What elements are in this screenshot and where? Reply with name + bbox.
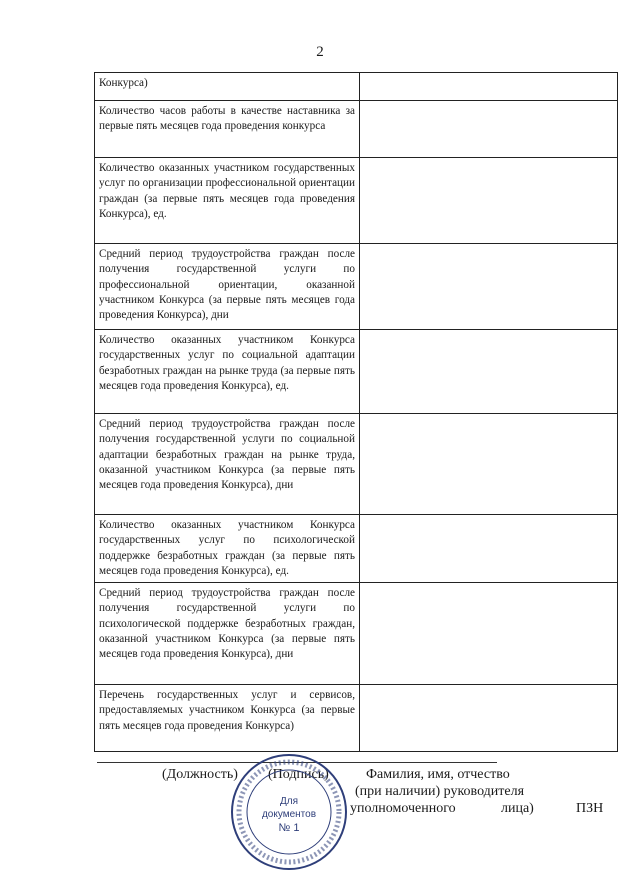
row-value-field[interactable] <box>360 685 618 752</box>
page-number: 2 <box>316 44 324 60</box>
row-label: Перечень государственных услуг и сервисов, предоставляемых участником Конкурса (за первые пять месяцев года проведения Конкурса) <box>95 685 360 752</box>
trailing-text: ПЗН <box>576 801 604 816</box>
row-value-field[interactable] <box>360 583 618 685</box>
row-value-field[interactable] <box>360 515 618 583</box>
row-label: Средний период трудоустройства граждан после получения государственной услуги по социальной адаптации безработных граждан на рынке труда, оказанной участником Конкурса (за первые пять месяцев года проведения Конкурса), дни <box>95 414 360 515</box>
table-row <box>95 414 618 515</box>
stamp-seal <box>229 752 349 872</box>
row-label: Количество оказанных участником государственных услуг по организации профессиональной ориентации граждан (за первые пять месяцев года проведения Конкурса), ед. <box>95 158 360 244</box>
row-value-field[interactable] <box>360 414 618 515</box>
row-value-field[interactable] <box>360 73 618 101</box>
row-value-field[interactable] <box>360 101 618 158</box>
table-row <box>95 244 618 330</box>
table-row <box>95 158 618 244</box>
row-value-field[interactable] <box>360 244 618 330</box>
position-label: (Должность) <box>162 767 238 782</box>
row-label: Средний период трудоустройства граждан после получения государственной услуги по профессиональной ориентации, оказанной участником Конкурса (за первые пять месяцев года проведения Конкурса), дни <box>95 244 360 330</box>
row-value-field[interactable] <box>360 330 618 414</box>
row-label: Количество оказанных участником Конкурса государственных услуг по психологической поддержке безработных граждан (за первые пять месяцев года проведения Конкурса), ед. <box>95 515 360 583</box>
row-label: Конкурса) <box>95 73 360 101</box>
row-label: Количество часов работы в качестве наставника за первые пять месяцев года проведения конкурса <box>95 101 360 158</box>
signature-label: (Подпись) <box>268 767 329 782</box>
indicators-table <box>94 72 618 752</box>
table-row <box>95 685 618 752</box>
row-label: Средний период трудоустройства граждан после получения государственной услуги по психологической поддержке безработных граждан, оказанной участником Конкурса (за первые пять месяцев года проведения Конкурса), дни <box>95 583 360 685</box>
name-label-line3a: уполномоченного <box>350 801 456 816</box>
name-label-line1: Фамилия, имя, отчество <box>366 767 510 782</box>
stamp-text-line3: № 1 <box>278 822 300 834</box>
row-value-field[interactable] <box>360 158 618 244</box>
table-row <box>95 583 618 685</box>
name-label-line2: (при наличии) руководителя <box>355 784 525 799</box>
name-label-line3b: лица) <box>501 801 534 816</box>
table-row <box>95 73 618 101</box>
stamp-text-line1: Для <box>279 796 299 807</box>
table-row <box>95 515 618 583</box>
stamp-text-line2: документов <box>261 809 317 820</box>
table-row <box>95 330 618 414</box>
row-label: Количество оказанных участником Конкурса государственных услуг по социальной адаптации безработных граждан на рынке труда (за первые пять месяцев года проведения Конкурса), ед. <box>95 330 360 414</box>
table-row <box>95 101 618 158</box>
